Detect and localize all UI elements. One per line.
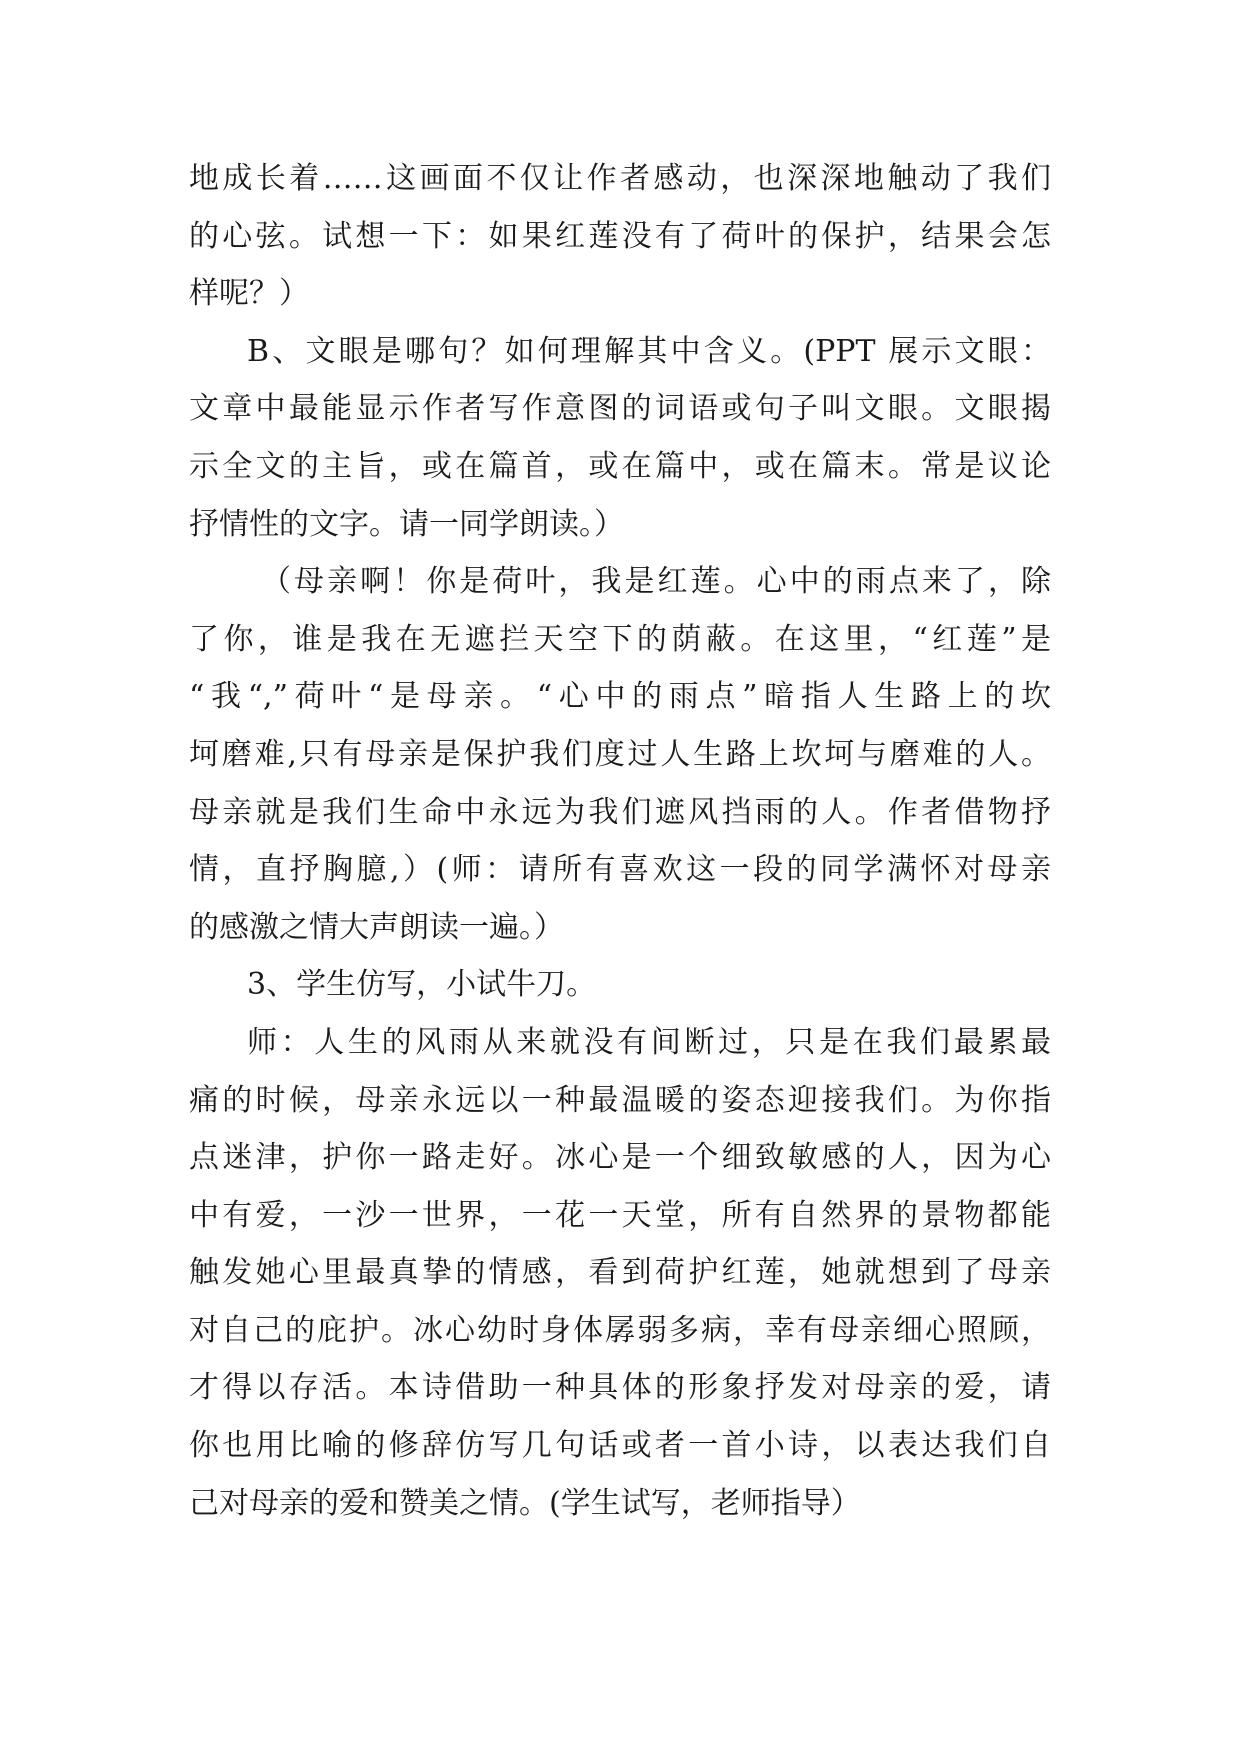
text-line: 师：人生的风雨从来就没有间断过，只是在我们最累最 bbox=[247, 1024, 1051, 1060]
text-line: 点迷津，护你一路走好。冰心是一个细致敏感的人，因为心 bbox=[189, 1140, 1051, 1176]
text-line: 地成长着……这画面不仅让作者感动，也深深地触动了我们 bbox=[189, 161, 1051, 196]
text-line: 母亲就是我们生命中永远为我们遮风挡雨的人。作者借物抒 bbox=[189, 794, 1051, 830]
paragraph-section-heading bbox=[189, 956, 1051, 1014]
paragraph-teacher-remarks bbox=[189, 1014, 1051, 1532]
text-line: B、文眼是哪句？如何理解其中含义。(PPT 展示文眼： bbox=[247, 333, 1051, 369]
text-line: 坷磨难,只有母亲是保护我们度过人生路上坎坷与磨难的人。 bbox=[189, 736, 1051, 772]
text-line: 才得以存活。本诗借助一种具体的形象抒发对母亲的爱，请 bbox=[189, 1370, 1051, 1406]
text-line: 样呢？） bbox=[189, 276, 309, 312]
text-line: 抒情性的文字。请一同学朗读。） bbox=[189, 506, 624, 542]
text-line: 你也用比喻的修辞仿写几句话或者一首小诗，以表达我们自 bbox=[189, 1428, 1051, 1464]
text-line: 己对母亲的爱和赞美之情。(学生试写，老师指导） bbox=[189, 1485, 861, 1521]
text-line: 情，直抒胸臆,）(师：请所有喜欢这一段的同学满怀对母亲 bbox=[189, 852, 1051, 888]
text-line: 对自己的庇护。冰心幼时身体孱弱多病，幸有母亲细心照顾， bbox=[189, 1312, 1051, 1348]
text-line: 中有爱，一沙一世界，一花一天堂，所有自然界的景物都能 bbox=[189, 1197, 1051, 1233]
text-line: （母亲啊！你是荷叶，我是红莲。心中的雨点来了，除 bbox=[261, 564, 1051, 600]
paragraph-poem-quote bbox=[189, 553, 1051, 956]
document-body bbox=[189, 150, 1051, 1532]
text-line: 的感激之情大声朗读一遍。） bbox=[189, 909, 564, 945]
text-line: 痛的时候，母亲永远以一种最温暖的姿态迎接我们。为你指 bbox=[189, 1082, 1051, 1118]
paragraph-continuation bbox=[189, 150, 1051, 323]
text-line: 文章中最能显示作者写作意图的词语或句子叫文眼。文眼揭 bbox=[189, 391, 1051, 427]
text-line: 触发她心里最真挚的情感，看到荷护红莲，她就想到了母亲 bbox=[189, 1255, 1051, 1291]
text-line: 了你，谁是我在无遮拦天空下的荫蔽。在这里，“红莲”是 bbox=[189, 621, 1051, 657]
text-line: “我“,”荷叶“是母亲。“心中的雨点”暗指人生路上的坎 bbox=[189, 679, 1051, 715]
text-line: 3、学生仿写，小试牛刀。 bbox=[247, 967, 597, 1003]
text-line: 示全文的主旨，或在篇首，或在篇中，或在篇末。常是议论 bbox=[189, 448, 1051, 484]
paragraph-wenyan-question bbox=[189, 323, 1051, 553]
text-line: 的心弦。试想一下：如果红莲没有了荷叶的保护，结果会怎 bbox=[189, 218, 1051, 254]
